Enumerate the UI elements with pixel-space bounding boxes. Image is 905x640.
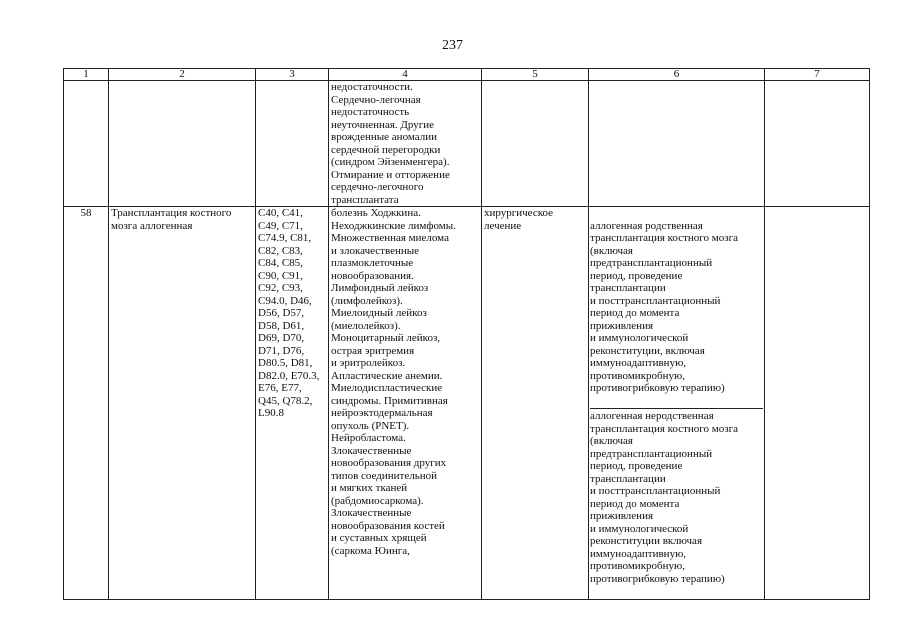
procedure-name: Трансплантация костного мозга аллогенная xyxy=(109,207,256,600)
continuation-col1 xyxy=(64,81,109,207)
column-header-7: 7 xyxy=(765,69,870,81)
continuation-col2 xyxy=(109,81,256,207)
row-number: 58 xyxy=(64,207,109,600)
continuation-diseases: недостаточности. Сердечно-легочная недостаточность неуточненная. Другие врожденные аномалии сердечной перегородки (синдром Эйзенменгера). Отмирание и отторжение сердечно-легочного трансплантата xyxy=(329,81,482,207)
continuation-col3 xyxy=(256,81,329,207)
continuation-col5 xyxy=(482,81,589,207)
continuation-row xyxy=(64,81,870,207)
page-number: 237 xyxy=(442,38,463,53)
icd-codes: C40, C41, C49, C71, C74.9, C81, C82, C83, C84, C85, C90, C91, C92, C93, C94.0, D46, D56, D57, D58, D61, D69, D70, D71, D76, D80.5, D81, D82.0, E70.3, E76, E77, Q45, Q78.2, L90.8 xyxy=(256,207,329,600)
column-header-3: 3 xyxy=(256,69,329,81)
column-header-4: 4 xyxy=(329,69,482,81)
method-related-transplant: аллогенная родственная трансплантация костного мозга (включая предтрансплантационный период, проведение трансплантации и посттрансплантационный период до момента приживления и иммунологической реконституции, включая иммуноадаптивную, противомикробную, противогрибковую терапию) xyxy=(590,219,738,394)
diseases-list: болезнь Ходжкина. Неходжкинские лимфомы. Множественная миелома и злокачественные плазмоклеточные новообразования. Лимфоидный лейкоз (лимфолейкоз). Миелоидный лейкоз (миелолейкоз). Моноцитарный лейкоз, острая эритремия и эритролейкоз. Апластические анемии. Миелодиспластические синдромы. Примитивная нейроэктодермальная опухоль (PNET). Нейробластома. Злокачественные новообразования других типов соединительной и мягких тканей (рабдомиосаркома). Злокачественные новообразования костей и суставных хрящей (саркома Юинга, xyxy=(329,207,482,600)
treatment-type: хирургическое лечение xyxy=(482,207,589,600)
continuation-col7 xyxy=(765,81,870,207)
column-header-1: 1 xyxy=(64,69,109,81)
column-header-6: 6 xyxy=(589,69,765,81)
procedures-table xyxy=(63,68,870,600)
method-unrelated-transplant: аллогенная неродственная трансплантация костного мозга (включая предтрансплантационный период, проведение трансплантации и посттрансплантационный период до момента приживления и иммунологической реконституции включая иммуноадаптивную, противомикробную, противогрибковую терапию) xyxy=(590,408,763,586)
column-header-row xyxy=(64,69,870,81)
table-row-58 xyxy=(64,207,870,600)
continuation-col6 xyxy=(589,81,765,207)
column-header-5: 5 xyxy=(482,69,589,81)
column-header-2: 2 xyxy=(109,69,256,81)
treatment-methods xyxy=(589,207,765,600)
cost-cell xyxy=(765,207,870,600)
